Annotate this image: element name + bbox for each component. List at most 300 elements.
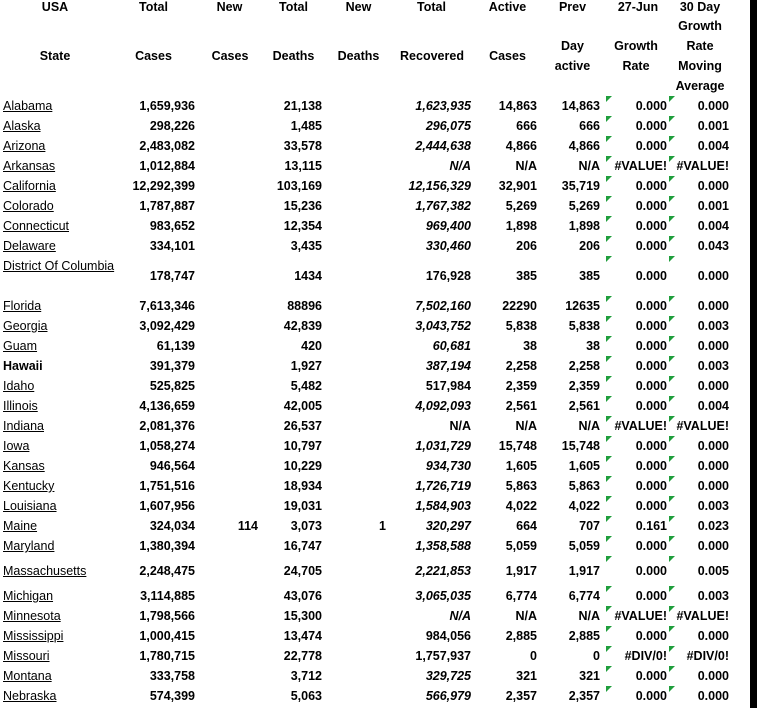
recovered-cell: 969,400 bbox=[425, 219, 471, 233]
average-error-marker bbox=[669, 606, 675, 612]
total-deaths-cell: 1,485 bbox=[290, 119, 322, 133]
prev-active-cell: 1,605 bbox=[568, 459, 600, 473]
moving-average-cell: 0.003 bbox=[697, 359, 729, 373]
prev-active-cell: 35,719 bbox=[561, 179, 600, 193]
prev-active-cell: 5,059 bbox=[568, 539, 600, 553]
growth-error-marker bbox=[606, 96, 612, 102]
header-new-1: New bbox=[216, 0, 243, 14]
average-error-marker bbox=[669, 216, 675, 222]
average-error-marker bbox=[669, 356, 675, 362]
header-usa: USA bbox=[41, 0, 69, 14]
active-cases-cell: 5,269 bbox=[505, 199, 537, 213]
table-row bbox=[0, 376, 735, 396]
recovered-cell: 1,767,382 bbox=[415, 199, 471, 213]
total-deaths-cell: 24,705 bbox=[283, 564, 322, 578]
state-link[interactable]: Delaware bbox=[3, 239, 56, 253]
growth-error-marker bbox=[606, 356, 612, 362]
new-deaths-cell bbox=[296, 336, 386, 356]
active-cases-cell: 4,866 bbox=[505, 139, 537, 153]
growth-error-marker bbox=[606, 216, 612, 222]
prev-active-cell: 707 bbox=[579, 519, 600, 533]
moving-average-cell: 0.000 bbox=[697, 669, 729, 683]
active-cases-cell: N/A bbox=[515, 419, 537, 433]
table-row bbox=[0, 96, 735, 116]
table-row bbox=[0, 116, 735, 136]
growth-error-marker bbox=[606, 586, 612, 592]
state-link[interactable]: Nebraska bbox=[3, 689, 57, 703]
new-deaths-cell bbox=[296, 96, 386, 116]
recovered-cell: 984,056 bbox=[425, 629, 471, 643]
new-deaths-cell: 1 bbox=[379, 519, 386, 533]
state-link[interactable]: Indiana bbox=[3, 419, 45, 433]
table-row bbox=[0, 136, 735, 156]
new-deaths-cell bbox=[296, 416, 386, 436]
new-deaths-cell bbox=[296, 296, 386, 316]
new-deaths-cell bbox=[296, 556, 386, 586]
growth-error-marker bbox=[606, 456, 612, 462]
total-deaths-cell: 103,169 bbox=[276, 179, 322, 193]
prev-active-cell: 2,561 bbox=[568, 399, 600, 413]
active-cases-cell: 321 bbox=[516, 669, 537, 683]
prev-active-cell: 385 bbox=[579, 269, 600, 283]
total-cases-cell: 61,139 bbox=[156, 339, 195, 353]
growth-error-marker bbox=[606, 686, 612, 692]
new-deaths-cell bbox=[296, 686, 386, 706]
new-deaths-cell bbox=[296, 626, 386, 646]
total-cases-cell: 7,613,346 bbox=[139, 299, 195, 313]
table-row bbox=[0, 646, 735, 666]
growth-rate-cell: 0.000 bbox=[635, 239, 667, 253]
header-ma-growth: Growth bbox=[678, 19, 722, 33]
recovered-cell: 60,681 bbox=[432, 339, 471, 353]
recovered-cell: 3,043,752 bbox=[415, 319, 471, 333]
recovered-cell: 566,979 bbox=[425, 689, 471, 703]
active-cases-cell: 2,359 bbox=[505, 379, 537, 393]
header-active-cases: Cases bbox=[489, 49, 526, 63]
average-error-marker bbox=[669, 536, 675, 542]
prev-active-cell: 1,898 bbox=[568, 219, 600, 233]
growth-error-marker bbox=[606, 396, 612, 402]
prev-active-cell: 321 bbox=[579, 669, 600, 683]
active-cases-cell: 1,605 bbox=[505, 459, 537, 473]
recovered-cell: 296,075 bbox=[425, 119, 471, 133]
state-link[interactable]: Guam bbox=[3, 339, 38, 353]
recovered-cell: 329,725 bbox=[425, 669, 471, 683]
table-row bbox=[0, 256, 735, 296]
growth-error-marker bbox=[606, 556, 612, 562]
state-link[interactable]: Alaska bbox=[3, 119, 41, 133]
active-cases-cell: 32,901 bbox=[498, 179, 537, 193]
header-new-deaths: Deaths bbox=[337, 49, 380, 63]
active-cases-cell: 2,258 bbox=[505, 359, 537, 373]
state-link[interactable]: Maine bbox=[3, 519, 38, 533]
total-deaths-cell: 42,839 bbox=[283, 319, 322, 333]
moving-average-cell: 0.000 bbox=[697, 689, 729, 703]
total-deaths-cell: 88896 bbox=[287, 299, 322, 313]
state-link[interactable]: Mississippi bbox=[3, 629, 64, 643]
average-error-marker bbox=[669, 556, 675, 562]
growth-error-marker bbox=[606, 256, 612, 262]
moving-average-cell: 0.004 bbox=[697, 399, 729, 413]
growth-rate-cell: 0.000 bbox=[635, 339, 667, 353]
total-deaths-cell: 1,927 bbox=[290, 359, 322, 373]
moving-average-cell: 0.003 bbox=[697, 589, 729, 603]
state-link[interactable]: Alabama bbox=[3, 99, 53, 113]
average-error-marker bbox=[669, 686, 675, 692]
growth-error-marker bbox=[606, 236, 612, 242]
average-error-marker bbox=[669, 296, 675, 302]
growth-rate-cell: 0.000 bbox=[635, 564, 667, 578]
total-deaths-cell: 5,482 bbox=[290, 379, 322, 393]
new-deaths-cell bbox=[296, 216, 386, 236]
recovered-cell: 934,730 bbox=[425, 459, 471, 473]
table-row bbox=[0, 416, 735, 436]
prev-active-cell: 2,885 bbox=[568, 629, 600, 643]
header-active: Active bbox=[488, 0, 527, 14]
moving-average-cell: 0.023 bbox=[697, 519, 729, 533]
moving-average-cell: #DIV/0! bbox=[686, 649, 729, 663]
average-error-marker bbox=[669, 256, 675, 262]
table-row bbox=[0, 176, 735, 196]
prev-active-cell: 4,022 bbox=[568, 499, 600, 513]
total-cases-cell: 1,751,516 bbox=[139, 479, 195, 493]
growth-rate-cell: 0.000 bbox=[635, 669, 667, 683]
recovered-cell: 3,065,035 bbox=[415, 589, 471, 603]
new-deaths-cell bbox=[296, 436, 386, 456]
average-error-marker bbox=[669, 646, 675, 652]
prev-active-cell: 0 bbox=[593, 649, 600, 663]
new-deaths-cell bbox=[296, 376, 386, 396]
new-deaths-cell bbox=[296, 396, 386, 416]
state-link[interactable]: Arizona bbox=[3, 139, 46, 153]
active-cases-cell: 2,885 bbox=[505, 629, 537, 643]
state-link[interactable]: District Of Columbia bbox=[3, 259, 115, 273]
state-link[interactable]: Colorado bbox=[3, 199, 54, 213]
recovered-cell: 387,194 bbox=[425, 359, 471, 373]
header-ma-average: Average bbox=[675, 79, 725, 93]
total-deaths-cell: 13,474 bbox=[283, 629, 322, 643]
growth-rate-cell: 0.000 bbox=[635, 459, 667, 473]
state-link[interactable]: Montana bbox=[3, 669, 52, 683]
growth-rate-cell: 0.000 bbox=[635, 299, 667, 313]
state-link[interactable]: Michigan bbox=[3, 589, 54, 603]
table-row bbox=[0, 686, 735, 706]
average-error-marker bbox=[669, 666, 675, 672]
new-cases-cell: 114 bbox=[237, 519, 258, 533]
growth-error-marker bbox=[606, 626, 612, 632]
active-cases-cell: 15,748 bbox=[498, 439, 537, 453]
recovered-cell: 1,031,729 bbox=[415, 439, 471, 453]
prev-active-cell: 5,269 bbox=[568, 199, 600, 213]
growth-error-marker bbox=[606, 436, 612, 442]
growth-error-marker bbox=[606, 336, 612, 342]
recovered-cell: 2,221,853 bbox=[415, 564, 471, 578]
state-link[interactable]: Arkansas bbox=[3, 159, 56, 173]
growth-rate-cell: 0.000 bbox=[635, 539, 667, 553]
recovered-cell: 1,584,903 bbox=[415, 499, 471, 513]
new-deaths-cell bbox=[296, 236, 386, 256]
prev-active-cell: 38 bbox=[586, 339, 600, 353]
moving-average-cell: 0.005 bbox=[697, 564, 729, 578]
state-link[interactable]: Kentucky bbox=[3, 479, 55, 493]
header-new-cases: Cases bbox=[211, 49, 249, 63]
moving-average-cell: 0.000 bbox=[697, 539, 729, 553]
growth-rate-cell: 0.000 bbox=[635, 269, 667, 283]
total-cases-cell: 1,607,956 bbox=[139, 499, 195, 513]
average-error-marker bbox=[669, 336, 675, 342]
total-deaths-cell: 22,778 bbox=[283, 649, 322, 663]
new-deaths-cell bbox=[296, 176, 386, 196]
total-deaths-cell: 33,578 bbox=[283, 139, 322, 153]
growth-rate-cell: 0.000 bbox=[635, 379, 667, 393]
header-ma-rate: Rate bbox=[686, 39, 714, 53]
prev-active-cell: 6,774 bbox=[568, 589, 600, 603]
moving-average-cell: 0.000 bbox=[697, 299, 729, 313]
state-link[interactable]: Kansas bbox=[3, 459, 45, 473]
growth-rate-cell: 0.000 bbox=[635, 319, 667, 333]
growth-error-marker bbox=[606, 176, 612, 182]
growth-error-marker bbox=[606, 116, 612, 122]
growth-error-marker bbox=[606, 666, 612, 672]
growth-error-marker bbox=[606, 476, 612, 482]
total-deaths-cell: 5,063 bbox=[290, 689, 322, 703]
total-cases-cell: 12,292,399 bbox=[132, 179, 195, 193]
growth-rate-cell: 0.000 bbox=[635, 479, 667, 493]
average-error-marker bbox=[669, 416, 675, 422]
active-cases-cell: 22290 bbox=[502, 299, 537, 313]
moving-average-cell: 0.000 bbox=[697, 379, 729, 393]
average-error-marker bbox=[669, 176, 675, 182]
recovered-cell: 7,502,160 bbox=[415, 299, 471, 313]
prev-active-cell: N/A bbox=[578, 419, 600, 433]
recovered-cell: 330,460 bbox=[425, 239, 471, 253]
average-error-marker bbox=[669, 316, 675, 322]
growth-rate-cell: 0.000 bbox=[635, 139, 667, 153]
growth-rate-cell: 0.000 bbox=[635, 399, 667, 413]
moving-average-cell: 0.000 bbox=[697, 339, 729, 353]
growth-rate-cell: 0.161 bbox=[635, 519, 667, 533]
total-cases-cell: 298,226 bbox=[149, 119, 195, 133]
state-link[interactable]: Iowa bbox=[3, 439, 30, 453]
moving-average-cell: 0.000 bbox=[697, 459, 729, 473]
state-link[interactable]: Georgia bbox=[3, 319, 48, 333]
moving-average-cell: #VALUE! bbox=[676, 159, 729, 173]
prev-active-cell: 12635 bbox=[565, 299, 600, 313]
active-cases-cell: 2,561 bbox=[505, 399, 537, 413]
table-row bbox=[0, 516, 735, 536]
growth-error-marker bbox=[606, 606, 612, 612]
state-link: Hawaii bbox=[3, 359, 43, 373]
total-cases-cell: 1,012,884 bbox=[139, 159, 195, 173]
total-cases-cell: 2,483,082 bbox=[139, 139, 195, 153]
total-cases-cell: 1,798,566 bbox=[139, 609, 195, 623]
moving-average-cell: #VALUE! bbox=[676, 609, 729, 623]
active-cases-cell: 1,898 bbox=[505, 219, 537, 233]
average-error-marker bbox=[669, 456, 675, 462]
active-cases-cell: N/A bbox=[515, 159, 537, 173]
recovered-cell: 320,297 bbox=[425, 519, 471, 533]
table-row bbox=[0, 316, 735, 336]
total-deaths-cell: 3,712 bbox=[290, 669, 322, 683]
total-cases-cell: 4,136,659 bbox=[139, 399, 195, 413]
new-deaths-cell bbox=[296, 196, 386, 216]
total-cases-cell: 3,114,885 bbox=[140, 589, 195, 603]
recovered-cell: 1,623,935 bbox=[415, 99, 471, 113]
active-cases-cell: 206 bbox=[516, 239, 537, 253]
active-cases-cell: 5,863 bbox=[505, 479, 537, 493]
new-deaths-cell bbox=[296, 316, 386, 336]
growth-rate-cell: #VALUE! bbox=[614, 159, 667, 173]
average-error-marker bbox=[669, 156, 675, 162]
moving-average-cell: 0.004 bbox=[697, 139, 729, 153]
active-cases-cell: 2,357 bbox=[505, 689, 537, 703]
header-total-2: Total bbox=[279, 0, 308, 14]
state-link[interactable]: Florida bbox=[3, 299, 42, 313]
table-row bbox=[0, 236, 735, 256]
average-error-marker bbox=[669, 116, 675, 122]
state-link[interactable]: Louisiana bbox=[3, 499, 57, 513]
average-error-marker bbox=[669, 586, 675, 592]
header-new-2: New bbox=[345, 0, 372, 14]
total-deaths-cell: 16,747 bbox=[283, 539, 322, 553]
recovered-cell: 1,358,588 bbox=[415, 539, 471, 553]
total-deaths-cell: 42,005 bbox=[283, 399, 322, 413]
table-row bbox=[0, 196, 735, 216]
growth-error-marker bbox=[606, 646, 612, 652]
growth-rate-cell: 0.000 bbox=[635, 589, 667, 603]
total-deaths-cell: 10,229 bbox=[283, 459, 322, 473]
column-divider bbox=[750, 0, 757, 708]
average-error-marker bbox=[669, 376, 675, 382]
active-cases-cell: 38 bbox=[523, 339, 537, 353]
total-deaths-cell: 21,138 bbox=[283, 99, 322, 113]
total-cases-cell: 334,101 bbox=[149, 239, 195, 253]
total-cases-cell: 1,659,936 bbox=[139, 99, 195, 113]
active-cases-cell: 1,917 bbox=[505, 564, 537, 578]
growth-rate-cell: 0.000 bbox=[635, 119, 667, 133]
growth-error-marker bbox=[606, 416, 612, 422]
average-error-marker bbox=[669, 196, 675, 202]
active-cases-cell: 5,838 bbox=[505, 319, 537, 333]
table-row bbox=[0, 496, 735, 516]
total-cases-cell: 2,248,475 bbox=[139, 564, 195, 578]
moving-average-cell: #VALUE! bbox=[676, 419, 729, 433]
active-cases-cell: 385 bbox=[516, 269, 537, 283]
state-link[interactable]: Maryland bbox=[3, 539, 55, 553]
active-cases-cell: 0 bbox=[530, 649, 537, 663]
moving-average-cell: 0.043 bbox=[697, 239, 729, 253]
active-cases-cell: 14,863 bbox=[498, 99, 537, 113]
header-state: State bbox=[39, 49, 71, 63]
state-link[interactable]: Connecticut bbox=[3, 219, 70, 233]
total-cases-cell: 391,379 bbox=[149, 359, 195, 373]
recovered-cell: 2,444,638 bbox=[415, 139, 471, 153]
prev-active-cell: 5,838 bbox=[568, 319, 600, 333]
total-cases-cell: 1,780,715 bbox=[139, 649, 195, 663]
header-total-3: Total bbox=[417, 0, 446, 14]
header-total-cases: Cases bbox=[135, 49, 172, 63]
total-deaths-cell: 12,354 bbox=[283, 219, 322, 233]
prev-active-cell: 1,917 bbox=[568, 564, 600, 578]
moving-average-cell: 0.003 bbox=[697, 319, 729, 333]
growth-rate-cell: 0.000 bbox=[635, 359, 667, 373]
table-row bbox=[0, 396, 735, 416]
state-link[interactable]: California bbox=[3, 179, 56, 193]
header-total-1: Total bbox=[139, 0, 168, 14]
recovered-cell: 1,726,719 bbox=[415, 479, 471, 493]
prev-active-cell: 14,863 bbox=[561, 99, 600, 113]
total-deaths-cell: 1434 bbox=[294, 269, 322, 283]
recovered-cell: 12,156,329 bbox=[408, 179, 471, 193]
header-growth-rate: Rate bbox=[622, 59, 650, 73]
growth-error-marker bbox=[606, 496, 612, 502]
prev-active-cell: 4,866 bbox=[568, 139, 600, 153]
state-link[interactable]: Illinois bbox=[3, 399, 38, 413]
growth-error-marker bbox=[606, 536, 612, 542]
active-cases-cell: 4,022 bbox=[505, 499, 537, 513]
prev-active-cell: 2,359 bbox=[568, 379, 600, 393]
table-row bbox=[0, 436, 735, 456]
total-deaths-cell: 43,076 bbox=[283, 589, 322, 603]
growth-error-marker bbox=[606, 516, 612, 522]
table-row bbox=[0, 156, 735, 176]
moving-average-cell: 0.000 bbox=[697, 269, 729, 283]
state-link[interactable]: Missouri bbox=[3, 649, 50, 663]
table-row bbox=[0, 216, 735, 236]
new-deaths-cell bbox=[296, 256, 386, 296]
total-cases-cell: 983,652 bbox=[149, 219, 195, 233]
growth-rate-cell: 0.000 bbox=[635, 499, 667, 513]
header-date: 27-Jun bbox=[617, 0, 659, 14]
table-row bbox=[0, 536, 735, 556]
total-cases-cell: 1,787,887 bbox=[139, 199, 195, 213]
state-link[interactable]: Minnesota bbox=[3, 609, 61, 623]
recovered-cell: 176,928 bbox=[425, 269, 471, 283]
moving-average-cell: 0.003 bbox=[697, 499, 729, 513]
header-ma-moving: Moving bbox=[678, 59, 722, 73]
header-prev-active: active bbox=[554, 59, 591, 73]
moving-average-cell: 0.001 bbox=[697, 119, 729, 133]
average-error-marker bbox=[669, 626, 675, 632]
header-growth: Growth bbox=[614, 39, 658, 53]
growth-error-marker bbox=[606, 156, 612, 162]
prev-active-cell: 5,863 bbox=[568, 479, 600, 493]
state-link[interactable]: Massachusetts bbox=[3, 564, 87, 578]
recovered-cell: 4,092,093 bbox=[415, 399, 471, 413]
growth-rate-cell: 0.000 bbox=[635, 219, 667, 233]
growth-rate-cell: #VALUE! bbox=[614, 419, 667, 433]
table-row bbox=[0, 456, 735, 476]
table-row bbox=[0, 336, 735, 356]
state-link[interactable]: Idaho bbox=[3, 379, 35, 393]
total-cases-cell: 1,058,274 bbox=[139, 439, 195, 453]
growth-rate-cell: 0.000 bbox=[635, 199, 667, 213]
total-deaths-cell: 15,236 bbox=[283, 199, 322, 213]
moving-average-cell: 0.000 bbox=[697, 439, 729, 453]
table-row bbox=[0, 586, 735, 606]
total-deaths-cell: 3,073 bbox=[290, 519, 322, 533]
active-cases-cell: 6,774 bbox=[505, 589, 537, 603]
average-error-marker bbox=[669, 476, 675, 482]
prev-active-cell: 206 bbox=[579, 239, 600, 253]
growth-rate-cell: #VALUE! bbox=[614, 609, 667, 623]
total-cases-cell: 574,399 bbox=[149, 689, 195, 703]
new-deaths-cell bbox=[296, 156, 386, 176]
new-deaths-cell bbox=[296, 116, 386, 136]
new-deaths-cell bbox=[296, 586, 386, 606]
total-cases-cell: 1,000,415 bbox=[139, 629, 195, 643]
prev-active-cell: N/A bbox=[578, 159, 600, 173]
